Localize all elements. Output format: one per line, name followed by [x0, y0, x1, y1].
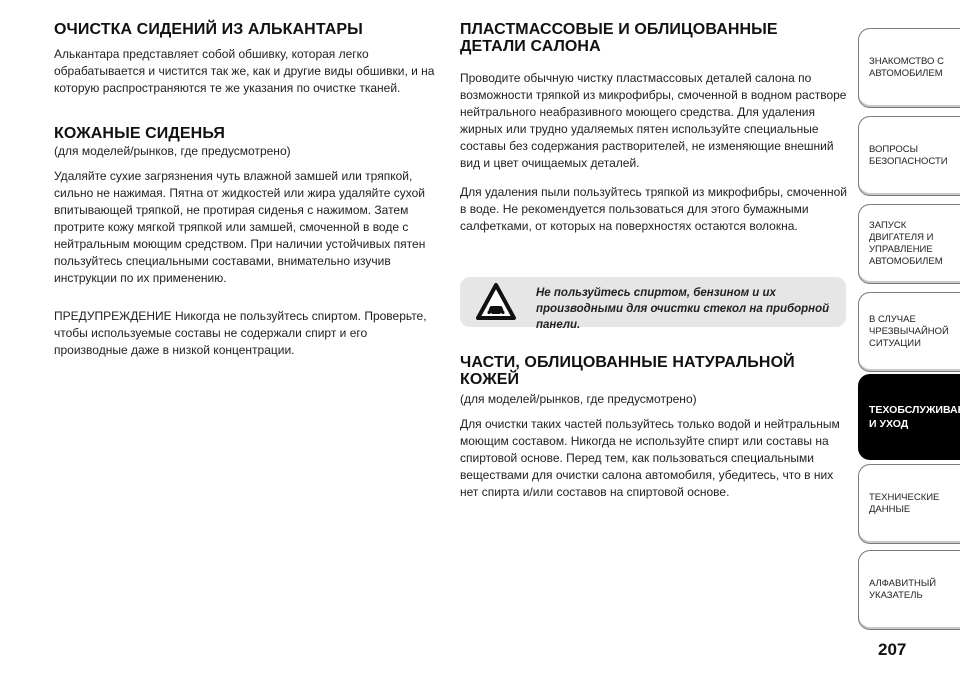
paragraph-plastic-parts: Проводите обычную чистку пластмассовых деталей салона по возможности тряпкой из микрофибры, смоченной в водном растворе нейтрального неабразивного моющего средства. Для удаления жирных или трудно удаляемых пятен используйте специальные составы без содержания растворителей, не изменяющие внешний вид и цвет очищаемых деталей.: [460, 71, 847, 170]
warning-triangle-car-icon: [475, 282, 517, 322]
paragraph-leather-parts: Для очистки таких частей пользуйтесь только водой и нейтральным моющим составом. Никогда не используйте спирт или составы на спиртовой основе. Перед тем, как пользоваться специальными веществами для очистки салона автомобиля, убедитесь, что в них нет спирта и/или составов на спиртовой основе.: [460, 417, 840, 499]
page-number: 207: [878, 640, 907, 659]
paragraph-leather-seats: Удаляйте сухие загрязнения чуть влажной замшей или тряпкой, сильно не нажимая. Пятна от жидкостей или жира удаляйте сухой впитывающей тряпкой, не протирая сиденья с нажимом. Затем протрите кожу мягкой тряпкой или замшей, смоченной в воде с нейтральным моющим средством. При наличии устойчивых пятен пользуйтесь специальными составами, внимательно изучив инструкции по их применению.: [54, 169, 426, 285]
subheading-leather-parts: (для моделей/рынков, где предусмотрено): [460, 392, 697, 406]
tab-starting-driving[interactable]: ЗАПУСК ДВИГАТЕЛЯ И УПРАВЛЕНИЕ АВТОМОБИЛЕМ: [858, 204, 960, 284]
heading-leather-parts: ЧАСТИ, ОБЛИЦОВАННЫЕ НАТУРАЛЬНОЙ КОЖЕЙ: [460, 354, 795, 388]
subheading-leather-seats: (для моделей/рынков, где предусмотрено): [54, 144, 291, 158]
paragraph-dust: Для удаления пыли пользуйтесь тряпкой из микрофибры, смоченной в воде. Не рекомендуется пользоваться для этого бумажными салфетками, от которых на поверхностях остаются волокна.: [460, 185, 847, 233]
heading-plastic-parts: ПЛАСТМАССОВЫЕ И ОБЛИЦОВАННЫЕ ДЕТАЛИ САЛОНА: [460, 21, 778, 55]
tab-emergency[interactable]: В СЛУЧАЕ ЧРЕЗВЫЧАЙНОЙ СИТУАЦИИ: [858, 292, 960, 372]
heading-alcantara: ОЧИСТКА СИДЕНИЙ ИЗ АЛЬКАНТАРЫ: [54, 21, 363, 38]
heading-leather-seats: КОЖАНЫЕ СИДЕНЬЯ: [54, 125, 225, 142]
paragraph-warning-alcohol: ПРЕДУПРЕЖДЕНИЕ Никогда не пользуйтесь спиртом. Проверьте, чтобы используемые составы не содержали спирт и его производные даже в низкой концентрации.: [54, 309, 427, 357]
tab-maintenance[interactable]: ТЕХОБСЛУЖИВАНИЕ И УХОД: [858, 374, 960, 460]
tab-intro[interactable]: ЗНАКОМСТВО С АВТОМОБИЛЕМ: [858, 28, 960, 108]
tab-index[interactable]: АЛФАВИТНЫЙ УКАЗАТЕЛЬ: [858, 550, 960, 630]
tab-technical-data[interactable]: ТЕХНИЧЕСКИЕ ДАННЫЕ: [858, 464, 960, 544]
warning-text: Не пользуйтесь спиртом, бензином и их производными для очистки стекол на приборной панели.: [536, 287, 830, 331]
tab-safety[interactable]: ВОПРОСЫ БЕЗОПАСНОСТИ: [858, 116, 960, 196]
paragraph-alcantara: Алькантара представляет собой обшивку, которая легко обрабатывается и чистится так же, как и другие виды обшивки, и на которую распространяются те же указания по очистке тканей.: [54, 47, 435, 95]
warning-box: [460, 277, 846, 331]
